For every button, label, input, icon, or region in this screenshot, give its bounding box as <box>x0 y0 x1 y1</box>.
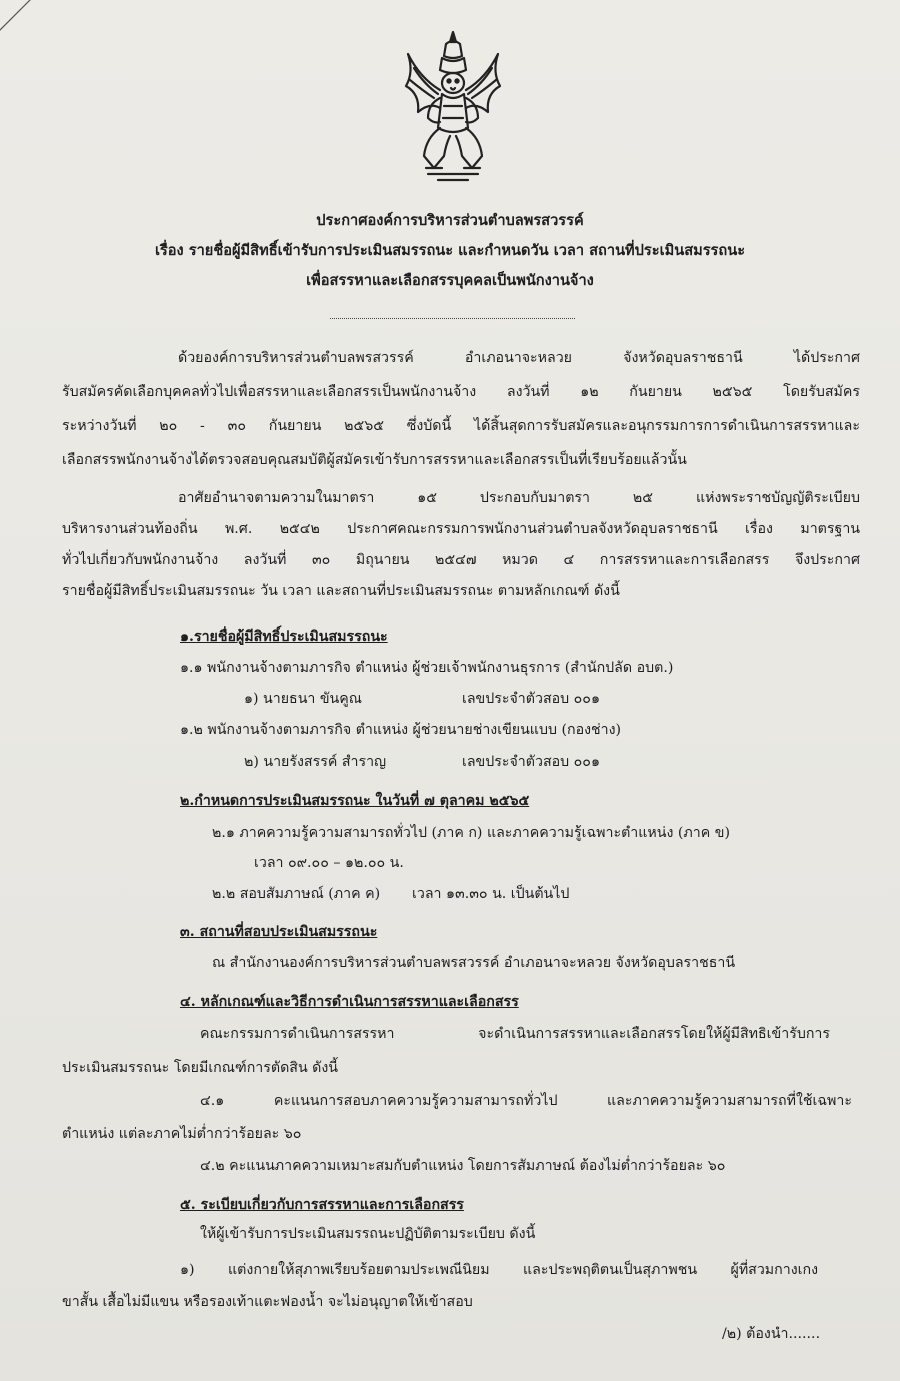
paragraph-1-line: ด้วยองค์การบริหารส่วนตำบลพรสวรรค์ อำเภอนาจะหลวย จังหวัดอุบลราชธานี ได้ประกาศ <box>178 350 860 366</box>
paragraph-2-line: อาศัยอำนาจตามความในมาตรา ๑๕ ประกอบกับมาตรา ๒๕ แห่งพระราชบัญญัติระเบียบ <box>178 490 860 506</box>
section-2-heading: ๒.กำหนดการประเมินสมรรถนะ ในวันที่ ๗ ตุลาคม ๒๕๖๕ <box>180 793 530 809</box>
paragraph-2-line: ทั่วไปเกี่ยวกับพนักงานจ้าง ลงวันที่ ๓๐ มิถุนายน ๒๕๔๗ หมวด ๔ การสรรหาและการเลือกสรร จึงประกาศ <box>62 552 860 568</box>
paragraph-1-line: เลือกสรรพนักงานจ้างได้ตรวจสอบคุณสมบัติผู้สมัครเข้ารับการสรรหาและเลือกสรรเป็นที่เรียบร้อยแล้วนั้น <box>62 452 687 468</box>
candidate-2-exam-id: เลขประจำตัวสอบ ๐๐๑ <box>462 754 600 770</box>
criteria-text: คณะกรรมการดำเนินการสรรหา จะดำเนินการสรรหาและเลือกสรรโดยให้ผู้มีสิทธิเข้ารับการ <box>200 1026 830 1042</box>
rule-item-1: ๑) แต่งกายให้สุภาพเรียบร้อยตามประเพณีนิยม และประพฤติตนเป็นสุภาพชน ผู้ที่สวมกางเกง <box>180 1262 818 1278</box>
exam-location: ณ สำนักงานองค์การบริหารส่วนตำบลพรสวรรค์ อำเภอนาจะหลวย จังหวัดอุบลราชธานี <box>212 955 736 971</box>
rules-intro: ให้ผู้เข้ารับการประเมินสมรรถนะปฏิบัติตามระเบียบ ดังนี้ <box>200 1226 536 1242</box>
schedule-item-2-time: เวลา ๑๓.๓๐ น. เป็นต้นไป <box>412 886 570 902</box>
schedule-item-1-time: เวลา ๐๙.๐๐ – ๑๒.๐๐ น. <box>254 855 404 871</box>
position-1: ๑.๑ พนักงานจ้างตามภารกิจ ตำแหน่ง ผู้ช่วยเจ้าพนักงานธุรการ (สำนักปลัด อบต.) <box>180 660 674 676</box>
criteria-item-2: ๔.๒ คะแนนภาคความเหมาะสมกับตำแหน่ง โดยการสัมภาษณ์ ต้องไม่ต่ำกว่าร้อยละ ๖๐ <box>200 1158 726 1174</box>
candidate-2-name: ๒) นายรังสรรค์ สำราญ <box>244 754 387 770</box>
candidate-1-exam-id: เลขประจำตัวสอบ ๐๐๑ <box>462 691 600 707</box>
title-separator <box>330 318 575 319</box>
criteria-item-1-cont: ตำแหน่ง แต่ละภาคไม่ต่ำกว่าร้อยละ ๖๐ <box>62 1126 302 1142</box>
announcement-subject-line2: เพื่อสรรหาและเลือกสรรบุคคลเป็นพนักงานจ้าง <box>306 272 594 289</box>
announcement-title: ประกาศองค์การบริหารส่วนตำบลพรสวรรค์ <box>316 212 584 229</box>
continued-on-next-page: /๒) ต้องนำ....... <box>722 1326 821 1342</box>
schedule-item-2: ๒.๒ สอบสัมภาษณ์ (ภาค ค) <box>212 886 381 902</box>
section-5-heading: ๕. ระเบียบเกี่ยวกับการสรรหาและการเลือกสรร <box>180 1197 464 1213</box>
position-2: ๑.๒ พนักงานจ้างตามภารกิจ ตำแหน่ง ผู้ช่วยนายช่างเขียนแบบ (กองช่าง) <box>180 722 622 738</box>
garuda-emblem-icon <box>398 28 508 188</box>
page-corner-crease <box>0 0 50 35</box>
rule-item-1-cont: ขาสั้น เสื้อไม่มีแขน หรือรองเท้าแตะฟองน้ำ จะไม่อนุญาตให้เข้าสอบ <box>62 1294 473 1310</box>
announcement-subject: เรื่อง รายชื่อผู้มีสิทธิ์เข้ารับการประเมินสมรรถนะ และกำหนดวัน เวลา สถานที่ประเมินสมรรถนะ <box>154 242 746 259</box>
schedule-item-1: ๒.๑ ภาคความรู้ความสามารถทั่วไป (ภาค ก) และภาคความรู้เฉพาะตำแหน่ง (ภาค ข) <box>212 825 730 841</box>
criteria-item-1: ๔.๑ คะแนนการสอบภาคความรู้ความสามารถทั่วไป และภาคความรู้ความสามารถที่ใช้เฉพาะ <box>200 1093 852 1109</box>
paragraph-1-line: รับสมัครคัดเลือกบุคคลทั่วไปเพื่อสรรหาและเลือกสรรเป็นพนักงานจ้าง ลงวันที่ ๑๒ กันยายน ๒๕๖๕ โดยรับสมัคร <box>62 384 860 400</box>
candidate-1-name: ๑) นายธนา ขันคูณ <box>244 691 362 707</box>
section-3-heading: ๓. สถานที่สอบประเมินสมรรถนะ <box>180 924 378 940</box>
paragraph-2-line: รายชื่อผู้มีสิทธิ์ประเมินสมรรถนะ วัน เวลา และสถานที่ประเมินสมรรถนะ ตามหลักเกณฑ์ ดังนี้ <box>62 583 620 599</box>
section-1-heading: ๑.รายชื่อผู้มีสิทธิ์ประเมินสมรรถนะ <box>180 629 388 645</box>
paragraph-1-line: ระหว่างวันที่ ๒๐ - ๓๐ กันยายน ๒๕๖๕ ซึ่งบัดนี้ ได้สิ้นสุดการรับสมัครและอนุกรรมการการดำเนินการสรรหาและ <box>62 418 860 434</box>
section-4-heading: ๔. หลักเกณฑ์และวิธีการดำเนินการสรรหาและเลือกสรร <box>180 994 519 1010</box>
criteria-text: ประเมินสมรรถนะ โดยมีเกณฑ์การตัดสิน ดังนี้ <box>62 1060 339 1076</box>
paragraph-2-line: บริหารงานส่วนท้องถิ่น พ.ศ. ๒๕๔๒ ประกาศคณะกรรมการพนักงานส่วนตำบลจังหวัดอุบลราชธานี เรื่อง มาตรฐาน <box>62 521 860 537</box>
